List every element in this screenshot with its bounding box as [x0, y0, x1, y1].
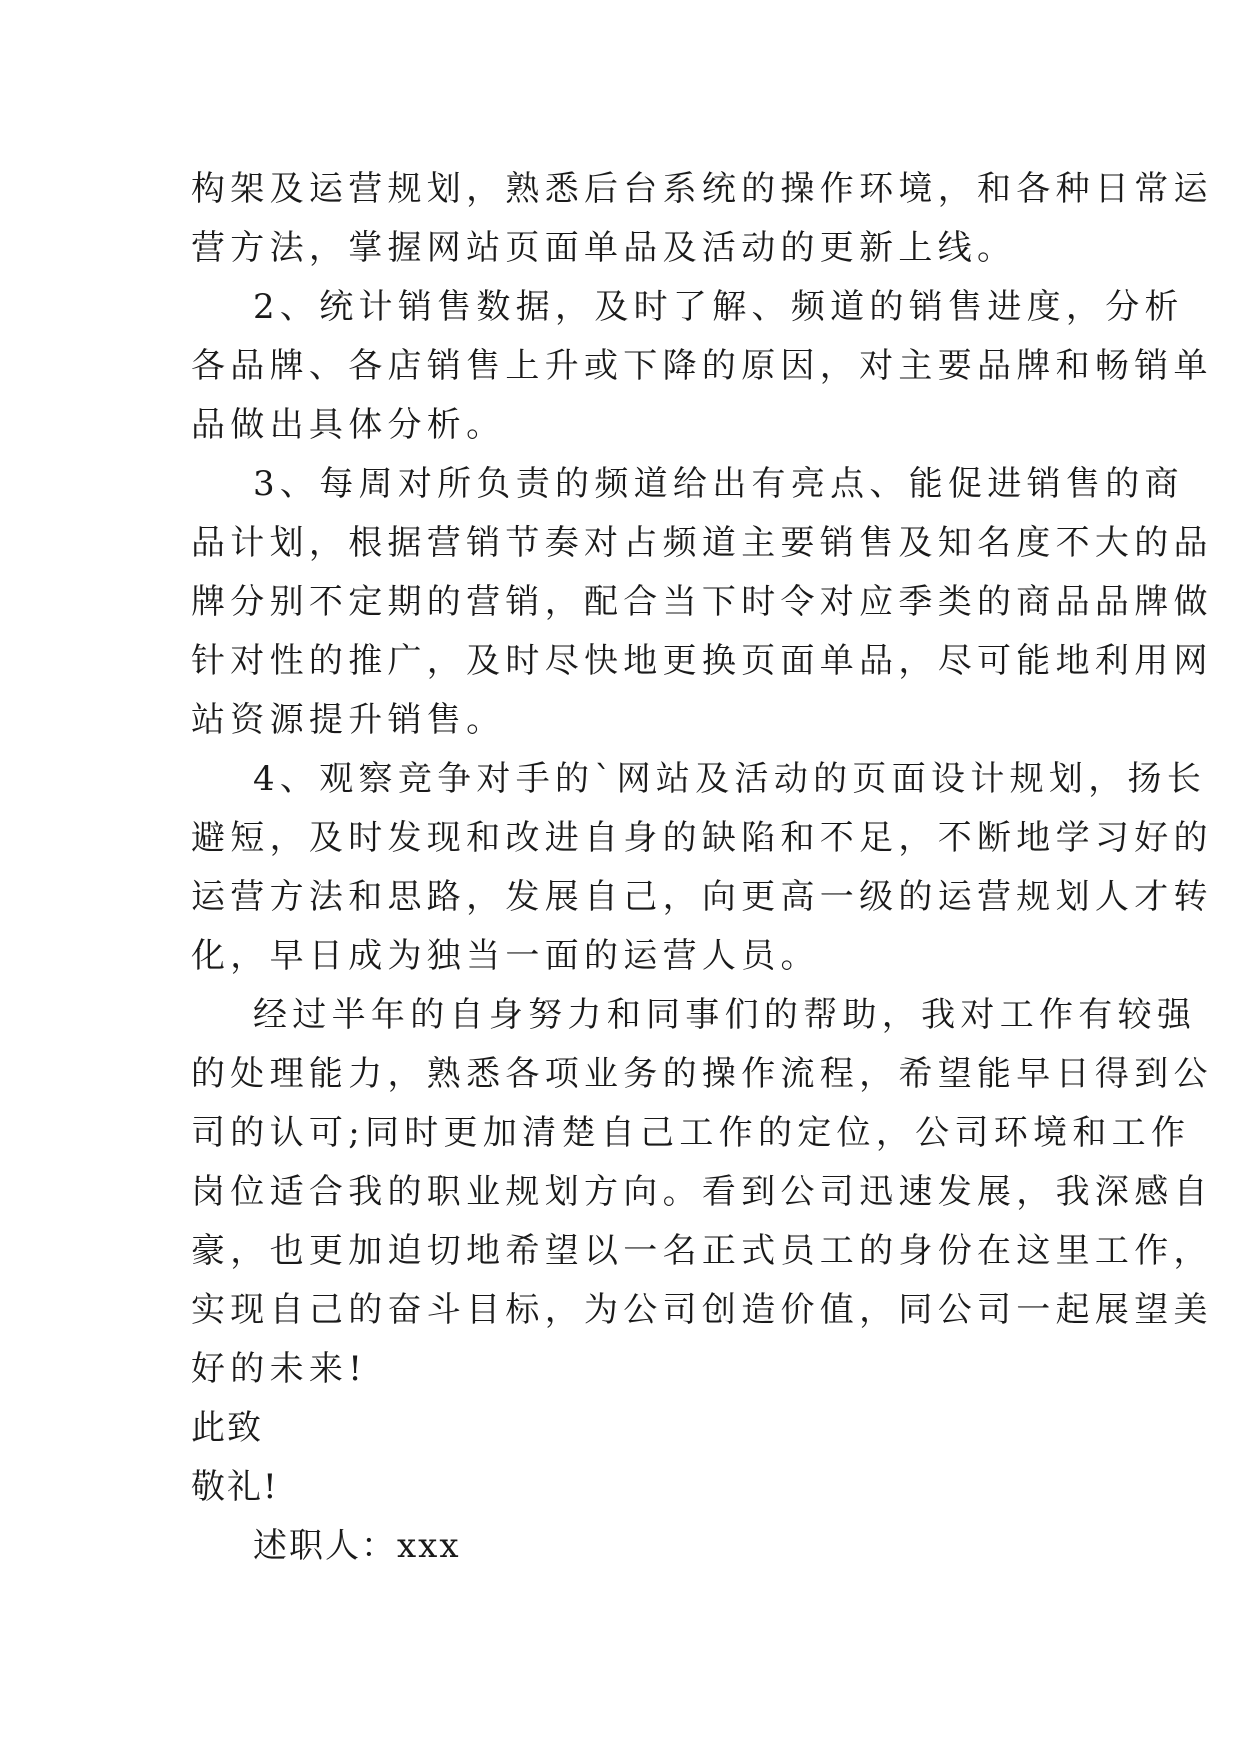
text-line: 实现自己的奋斗目标，为公司创造价值，同公司一起展望美	[191, 1290, 1213, 1330]
text-line: 司的认可;同时更加清楚自己工作的定位，公司环境和工作	[191, 1113, 1191, 1153]
text-line: 品计划，根据营销节奏对占频道主要销售及知名度不大的品	[191, 523, 1213, 563]
text-line: 各品牌、各店销售上升或下降的原因，对主要品牌和畅销单	[191, 346, 1213, 386]
text-line: 化，早日成为独当一面的运营人员。	[191, 936, 820, 976]
text-line: 运营方法和思路，发展自己，向更高一级的运营规划人才转	[191, 877, 1213, 917]
text-line: 3、每周对所负责的频道给出有亮点、能促进销售的商	[253, 464, 1184, 504]
text-line: 针对性的推广，及时尽快地更换页面单品，尽可能地利用网	[191, 641, 1213, 681]
closing-regards: 敬礼!	[191, 1467, 279, 1507]
text-line: 好的未来!	[191, 1349, 368, 1389]
text-line: 避短，及时发现和改进自身的缺陷和不足，不断地学习好的	[191, 818, 1213, 858]
closing-salutation: 此致	[191, 1408, 263, 1448]
text-line: 豪，也更加迫切地希望以一名正式员工的身份在这里工作，	[191, 1231, 1213, 1271]
signature-line: 述职人：xxx	[253, 1526, 461, 1566]
text-line: 的处理能力，熟悉各项业务的操作流程，希望能早日得到公	[191, 1054, 1213, 1094]
text-line: 站资源提升销售。	[191, 700, 506, 740]
document-body	[191, 160, 1213, 1576]
text-line: 2、统计销售数据，及时了解、频道的销售进度，分析	[253, 287, 1184, 327]
text-line: 岗位适合我的职业规划方向。看到公司迅速发展，我深感自	[191, 1172, 1213, 1212]
text-line: 构架及运营规划，熟悉后台系统的操作环境，和各种日常运	[191, 169, 1213, 209]
text-line: 牌分别不定期的营销，配合当下时令对应季类的商品品牌做	[191, 582, 1213, 622]
text-line: 4、观察竞争对手的`网站及活动的页面设计规划，扬长	[253, 759, 1207, 799]
text-line: 品做出具体分析。	[191, 405, 506, 445]
text-line: 经过半年的自身努力和同事们的帮助，我对工作有较强	[253, 995, 1197, 1035]
text-line: 营方法，掌握网站页面单品及活动的更新上线。	[191, 228, 1017, 268]
